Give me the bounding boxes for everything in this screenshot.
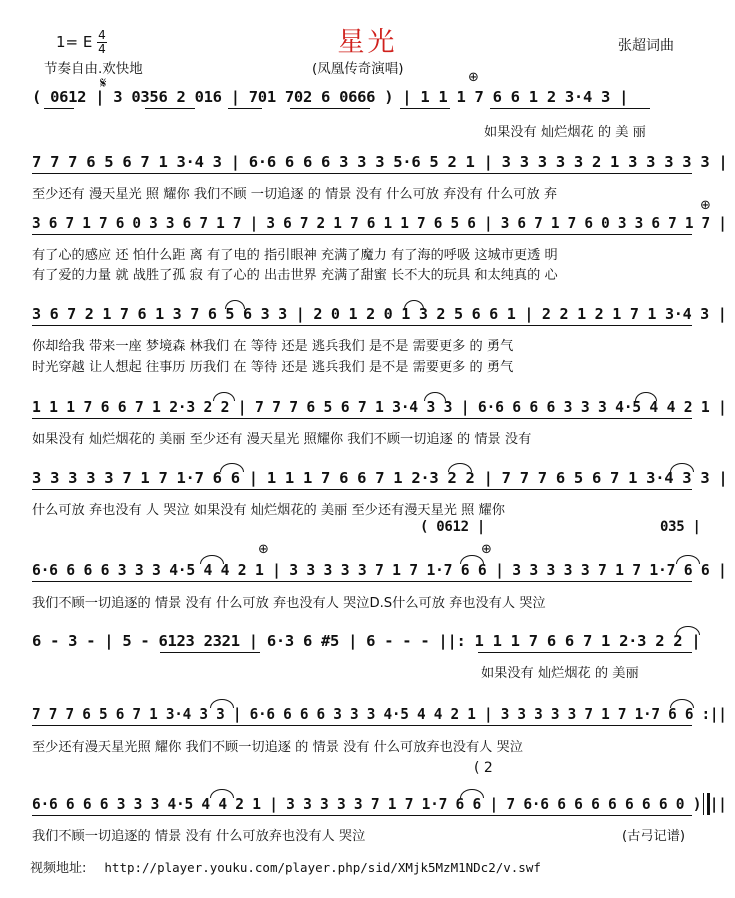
notation-row-10: 6·6 6 6 6 3 3 3 4·5 4 4 2 1 | 3 3 3 3 3 7 1 7 1·7 6 6 | 7 6·6 6 6 6 6 6 6 6 0 ) ||	[32, 795, 727, 813]
notation-row-8: 6 - 3 - | 5 - 6123 2321 | 6·3 6 #5 | 6 - - - ||: 1 1 1 7 6 6 7 1 2·3 2 2 |	[32, 632, 701, 650]
time-signature-top: 4	[98, 28, 106, 42]
video-link-label: 视频地址:	[30, 861, 87, 876]
time-signature	[97, 30, 107, 55]
volta-bracket: ( 2	[474, 760, 493, 776]
lyric-row-1: 如果没有 灿烂烟花 的 美 丽	[484, 125, 646, 140]
coda-mark: ⊕	[481, 542, 492, 557]
composer-credit: 张超词曲	[618, 38, 674, 54]
tempo-marking: 节奏自由.欢快地	[44, 61, 143, 77]
pickup-notes-1: ( 0612 |	[420, 519, 486, 535]
notation-row-1: ( 0612 | 3 0356 2 016 | 701 702 6 0666 ) | 1 1 1 7 6 6 1 2 3·4 3 |	[32, 88, 629, 106]
time-signature-bottom: 4	[98, 42, 106, 56]
notation-row-4: 3 6 7 2 1 7 6 1 3 7 6 5 6 3 3 | 2 0 1 2 0 1 3 2 5 6 6 1 | 2 2 1 2 1 7 1 3·4 3 |	[32, 305, 727, 323]
lyric-row-10: 我们不顾一切追逐的 情景 没有 什么可放弃也没有人 哭泣	[32, 829, 366, 844]
notation-row-6: 3 3 3 3 3 7 1 7 1·7 6 6 | 1 1 1 7 6 6 7 1 2·3 2 2 | 7 7 7 6 5 6 7 1 3·4 3 3 |	[32, 469, 728, 487]
key-signature: 1= E	[56, 33, 93, 51]
pickup-notes-2: 035 |	[660, 519, 701, 535]
video-link	[30, 857, 541, 876]
coda-mark: ⊕	[700, 198, 711, 213]
performer-credit: (凤凰传奇演唱)	[312, 61, 404, 77]
transcriber-credit: (古弓记谱)	[622, 829, 686, 844]
song-title: 星光	[337, 27, 398, 58]
volta-number: 2	[483, 760, 493, 776]
notation-row-9: 7 7 7 6 5 6 7 1 3·4 3 3 | 6·6 6 6 6 3 3 3 4·5 4 4 2 1 | 3 3 3 3 3 7 1 7 1·7 6 6 :||	[32, 705, 727, 723]
notation-row-2: 7 7 7 6 5 6 7 1 3·4 3 | 6·6 6 6 6 3 3 3 5·6 5 2 1 | 3 3 3 3 3 2 1 3 3 3 3 3 |	[32, 153, 728, 171]
notation-row-5: 1 1 1 7 6 6 7 1 2·3 2 2 | 7 7 7 6 5 6 7 1 3·4 3 3 | 6·6 6 6 6 3 3 3 4·5 4 4 2 1 |	[32, 398, 727, 416]
lyric-row-9: 至少还有漫天星光照 耀你 我们不顾一切追逐 的 情景 没有 什么可放弃也没有人 哭泣	[32, 740, 523, 755]
coda-mark: ⊕	[468, 70, 479, 85]
notation-row-7: 6·6 6 6 6 3 3 3 4·5 4 4 2 1 | 3 3 3 3 3 7 1 7 1·7 6 6 | 3 3 3 3 3 7 1 7 1·7 6 6 |	[32, 561, 727, 579]
lyric-row-3a: 有了心的感应 还 怕什么距 离 有了电的 指引眼神 充满了魔力 有了海的呼吸 这城市更透 明	[32, 248, 558, 263]
lyric-row-3b: 有了爱的力量 就 战胜了孤 寂 有了心的 出击世界 充满了甜蜜 长不大的玩具 和太纯真的 心	[32, 268, 558, 283]
lyric-row-8: 如果没有 灿烂烟花 的 美丽	[481, 666, 639, 681]
lyric-row-2: 至少还有 漫天星光 照 耀你 我们不顾 一切追逐 的 情景 没有 什么可放 弃没有 什么可放 弃	[32, 187, 558, 202]
lyric-row-5: 如果没有 灿烂烟花的 美丽 至少还有 漫天星光 照耀你 我们不顾一切追逐 的 情景 没有	[32, 432, 532, 447]
segno-mark: 𝄋	[100, 74, 107, 92]
lyric-row-4a: 你却给我 带来一座 梦境森 林我们 在 等待 还是 逃兵我们 是不是 需要更多 的 勇气	[32, 339, 514, 354]
lyric-row-6: 什么可放 弃也没有 人 哭泣 如果没有 灿烂烟花的 美丽 至少还有漫天星光 照 耀你	[32, 503, 505, 518]
lyric-row-4b: 时光穿越 让人想起 往事历 历我们 在 等待 还是 逃兵我们 是不是 需要更多 的 勇气	[32, 360, 514, 375]
coda-mark: ⊕	[258, 542, 269, 557]
lyric-row-7: 我们不顾一切追逐的 情景 没有 什么可放 弃也没有人 哭泣D.S什么可放 弃也没有人 哭泣	[32, 596, 546, 611]
video-link-url[interactable]: http://player.youku.com/player.php/sid/XMjk5MzM1NDc2/v.swf	[104, 860, 541, 875]
notation-row-3: 3 6 7 1 7 6 0 3 3 6 7 1 7 | 3 6 7 2 1 7 6 1 1 7 6 5 6 | 3 6 7 1 7 6 0 3 3 6 7 1 7 |	[32, 214, 727, 232]
